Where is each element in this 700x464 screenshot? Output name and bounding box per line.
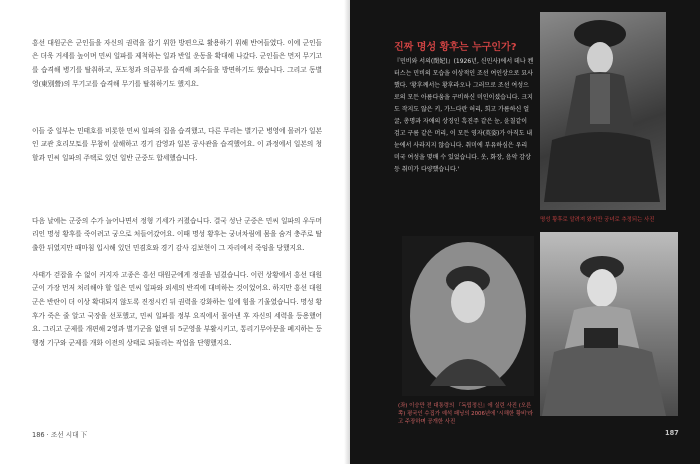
page-number-right: 187 <box>665 429 679 437</box>
photo-oval-portrait <box>402 236 534 396</box>
paragraph: 흥선 대원군은 군인들을 자신의 권력을 잡기 위한 방편으로 활용하기 위해 반여들였다. 이에 군인들은 더욱 거세를 높이며 민씨 일파를 제척하는 일과 반일 운동을 확대해 나갔다. 군인들은 먼저 무기고를 습격해 병기를 탈취하고, 포도청과 의금부를 습격해 죄수들을 방면하기도 했습니다. 그리고 동별영(東別營)의 무기고를 습격해 무기를 탈취하기도 했지요. <box>32 38 322 88</box>
photo-young-woman <box>540 232 678 416</box>
paragraph: 이들 중 일부는 민태호를 비롯한 민씨 일파의 집을 습격했고, 다른 무리는 별기군 병영에 몰려가 일본인 교관 호리모토를 무참히 살해하고 경기 감영과 일본 공사관을 습격했어요. 이 과정에서 일본의 청할과 민씨 일파의 주택로 있던 일반 군중도 합세했습니다. <box>32 126 322 162</box>
page-number-left: 186 · 조선 시대 下 <box>32 431 88 439</box>
paragraph: 다음 날에는 군중의 수가 늘어나면서 정형 기세가 커졌습니다. 결국 성난 군중은 민씨 일파의 우두머리인 명성 황후를 죽이려고 궁으로 처들어갔어요. 이때 명성 황후는 궁녀차림에 몸을 숨겨 충주로 탈출한 뒤였지만 때마침 입시해 있던 민겸호와 경기 감사 김보현이 그 자리에서 죽임을 당했지요. <box>32 216 322 252</box>
right-page <box>350 0 700 464</box>
paragraph: 사태가 걷잡을 수 없이 커지자 고종은 흥선 대원군에게 정권을 넘겼습니다. 이런 상황에서 흥선 대원군이 가장 먼저 처리해야 할 일은 민씨 일파와 외세의 반격에 대비하는 것이었어요. 하지만 흥선 대원군은 반란이 더 이상 확대되지 않도록 진정시킨 뒤 권력을 강화하는 일에 힘을 기울였습니다. 명성 황후가 죽은 줄 알고 국장을 선포했고, 민씨 일파를 정부 요직에서 몰아낸 후 자신의 세력을 등용했어요. 그리고 군제를 개편해 2영과 별기군을 없앤 뒤 5군영을 부활시키고, 통리기무아문을 폐지하는 등 행정 기구와 군제를 개화 이전의 상태로 되돌리는 작업을 단행했지요. <box>32 270 322 347</box>
caption-bottom: (좌) 이승만 전 대통령의 『독립정신』에 실린 사진 (오른쪽) 평국인 수집가 예석 패닝의 2006년에 '시해한 황비'라고 주장하며 공개한 사진 <box>398 403 533 425</box>
sidebar-box-body: 『민비와 서의(閔妃)』(1926년, 신민사)에서 데나 켄터스는 민비의 모습을 이상적인 조선 여인상으로 묘사했다. '황후께서는 황후라오나 그러므로 조선 여성으로의 모든 아름다움을 구비하신 미인이셨습니다. 크지도 작지도 않은 키, 가느다란 허리, 희고 가름하신 얼굴, 총명과 자애의 상징인 흑진주 같은 눈, 윤칠같이 검고 구름 같은 머리, 이 모든 영자(英姿)가 아직도 내 눈에서 사라지지 않습니다. 취미에 부유하심은 우리 미국 여성을 몇배 수 있었습니다. 옷, 화장, 음악 감상 등 취미가 다양했습니다.' <box>394 58 534 173</box>
left-page <box>0 0 348 464</box>
caption-top: 명성 황후로 알려져 왔지만 궁녀로 추정되는 사진 <box>540 217 655 223</box>
sidebar-box-title: 진짜 명성 황후는 누구인가? <box>394 42 517 53</box>
photo-court-lady <box>540 12 666 210</box>
seated-woman-figure <box>540 12 666 210</box>
young-woman-figure <box>540 232 678 416</box>
oval-portrait-figure <box>402 236 534 396</box>
